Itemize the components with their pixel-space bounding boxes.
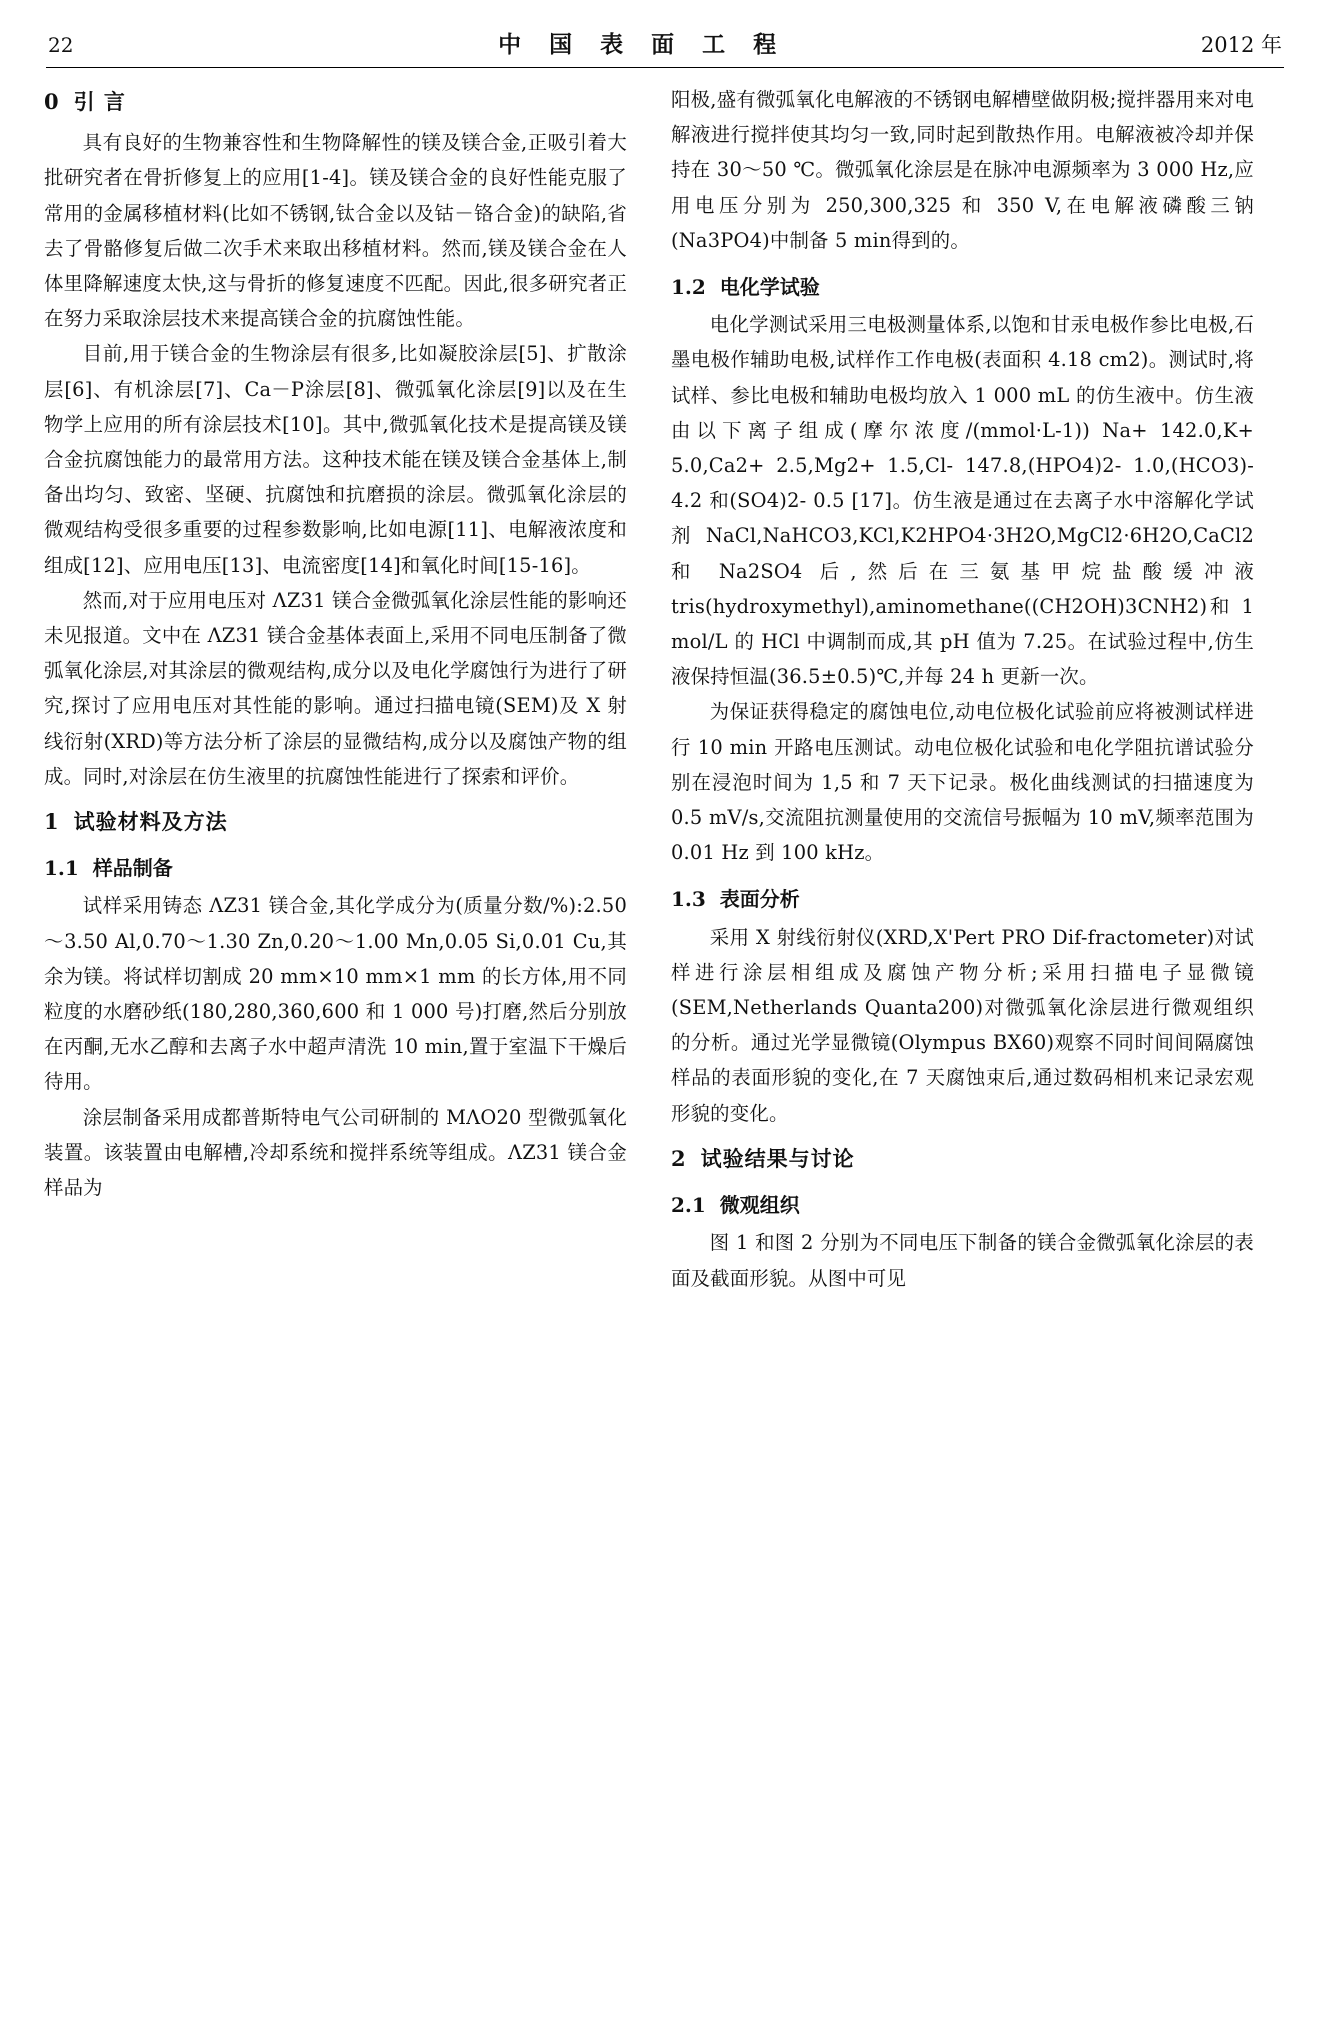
section-label: 试验材料及方法: [73, 809, 228, 835]
paragraph: 目前,用于镁合金的生物涂层有很多,比如凝胶涂层[5]、扩散涂层[6]、有机涂层[7]、Ca－P涂层[8]、微弧氧化涂层[9]以及在生物学上应用的所有涂层技术[10]。其中,微弧氧化技术是提高镁及镁合金抗腐蚀能力的最常用方法。这种技术能在镁及镁合金基体上,制备出均匀、致密、坚硬、抗腐蚀和抗磨损的涂层。微弧氧化涂层的微观结构受很多重要的过程参数影响,比如电源[11]、电解液浓度和组成[12]、应用电压[13]、电流密度[14]和氧化时间[15-16]。: [44, 342, 627, 577]
section-number: 2: [671, 1145, 687, 1171]
subsection-heading-2-1: [671, 1188, 1254, 1223]
header-rule: [46, 67, 1284, 68]
paragraph: 采用 X 射线衍射仪(XRD,X'Pert PRO Dif-fractometer)对试样进行涂层相组成及腐蚀产物分析;采用扫描电子显微镜(SEM,Netherlands Quanta200)对微弧氧化涂层进行微观组织的分析。通过光学显微镜(Olympus BX60)观察不同时间间隔腐蚀样品的表面形貌的变化,在 7 天腐蚀束后,通过数码相机来记录宏观形貌的变化。: [671, 925, 1254, 1125]
body-columns: [44, 82, 1286, 1962]
left-column: [44, 82, 627, 1962]
subsection-number: 1.3: [671, 887, 706, 912]
paragraph: 试样采用铸态 ΛZ31 镁合金,其化学成分为(质量分数/%):2.50～3.50 Al,0.70～1.30 Zn,0.20～1.00 Mn,0.05 Si,0.01 Cu,其余为镁。将试样切割成 20 mm×10 mm×1 mm 的长方体,用不同粒度的水磨砂纸(180,280,360,600 和 1 000 号)打磨,然后分别放在丙酮,无水乙醇和去离子水中超声清洗 10 min,置于室温下干燥后待用。: [44, 894, 627, 1094]
paragraph: 图 1 和图 2 分别为不同电压下制备的镁合金微弧氧化涂层的表面及截面形貌。从图中可见: [671, 1231, 1254, 1290]
journal-title: 中 国 表 面 工 程: [498, 31, 787, 58]
subsection-label: 电化学试验: [719, 275, 820, 300]
section-number: 0: [44, 89, 60, 114]
section-heading-1: [44, 804, 627, 839]
subsection-heading-1-3: [671, 882, 1254, 917]
subsection-heading-1-1: [44, 851, 627, 886]
subsection-number: 2.1: [671, 1193, 706, 1218]
section-label: 试验结果与讨论: [700, 1145, 855, 1171]
paragraph: 电化学测试采用三电极测量体系,以饱和甘汞电极作参比电极,石墨电极作辅助电极,试样作工作电极(表面积 4.18 cm2)。测试时,将试样、参比电极和辅助电极均放入 1 000 mL 的仿生液中。仿生液由以下离子组成(摩尔浓度/(mmol·L-1)) Na+ 142.0,K+ 5.0,Ca2+ 2.5,Mg2+ 1.5,Cl- 147.8,(HPO4)2- 1.0,(HCO3)- 4.2 和(SO4)2- 0.5 [17]。仿生液是通过在去离子水中溶解化学试剂 NaCl,NaHCO3,KCl,K2HPO4·3H2O,MgCl2·6H2O,CaCl2和 Na2SO4 后,然后在三氨基甲烷盐酸缓冲液 tris(hydroxymethyl),aminomethane((CH2OH)3CNH2)和 1 mol/L 的 HCl 中调制而成,其 pH 值为 7.25。在试验过程中,仿生液保持恒温(36.5±0.5)℃,并每 24 h 更新一次。: [671, 313, 1254, 689]
subsection-label: 样品制备: [92, 856, 173, 881]
section-number: 1: [44, 809, 60, 835]
subsection-number: 1.2: [671, 275, 706, 300]
subsection-label: 表面分析: [719, 887, 800, 912]
paragraph: 为保证获得稳定的腐蚀电位,动电位极化试验前应将被测试样进行 10 min 开路电压测试。动电位极化试验和电化学阻抗谱试验分别在浸泡时间为 1,5 和 7 天下记录。极化曲线测试的扫描速度为 0.5 mV/s,交流阻抗测量使用的交流信号振幅为 10 mV,频率范围为 0.01 Hz 到 100 kHz。: [671, 700, 1254, 865]
section-label: 引 言: [73, 89, 126, 114]
right-column: [671, 82, 1254, 1962]
subsection-number: 1.1: [44, 856, 79, 881]
issue-year: 2012 年: [1200, 33, 1282, 57]
paragraph: 然而,对于应用电压对 ΛZ31 镁合金微弧氧化涂层性能的影响还未见报道。文中在 ΛZ31 镁合金基体表面上,采用不同电压制备了微弧氧化涂层,对其涂层的微观结构,成分以及电化学腐蚀行为进行了研究,探讨了应用电压对其性能的影响。通过扫描电镜(SEM)及 X 射线衍射(XRD)等方法分析了涂层的显微结构,成分以及腐蚀产物的组成。同时,对涂层在仿生液里的抗腐蚀性能进行了探索和评价。: [44, 588, 627, 788]
section-heading-0: [44, 84, 627, 119]
paragraph: 涂层制备采用成都普斯特电气公司研制的 MΛO20 型微弧氧化装置。该装置由电解槽,冷却系统和搅拌系统等组成。ΛZ31 镁合金样品为: [44, 1105, 627, 1200]
paragraph: 具有良好的生物兼容性和生物降解性的镁及镁合金,正吸引着大批研究者在骨折修复上的应用[1-4]。镁及镁合金的良好性能克服了常用的金属移植材料(比如不锈钢,钛合金以及钴－铬合金)的缺陷,省去了骨骼修复后做二次手术来取出移植材料。然而,镁及镁合金在人体里降解速度太快,这与骨折的修复速度不匹配。因此,很多研究者正在努力采取涂层技术来提高镁合金的抗腐蚀性能。: [44, 131, 627, 331]
subsection-heading-1-2: [671, 270, 1254, 305]
section-heading-2: [671, 1141, 1254, 1176]
running-head: [44, 26, 1286, 67]
page-number: 22: [48, 33, 74, 57]
paragraph: 阳极,盛有微弧氧化电解液的不锈钢电解槽壁做阴极;搅拌器用来对电解液进行搅拌使其均匀一致,同时起到散热作用。电解液被冷却并保持在 30～50 ℃。微弧氧化涂层是在脉冲电源频率为 3 000 Hz,应用电压分别为 250,300,325 和 350 V,在电解液磷酸三钠(Na3PO4)中制备 5 min得到的。: [671, 88, 1254, 252]
subsection-label: 微观组织: [719, 1193, 800, 1218]
